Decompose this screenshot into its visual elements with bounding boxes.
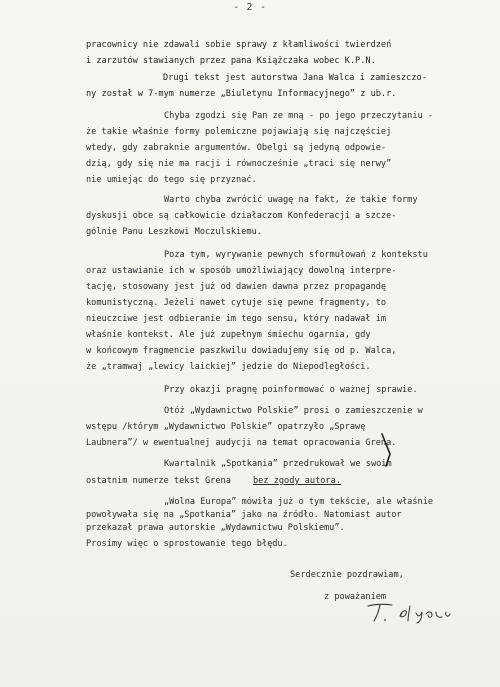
body-line: wstępu /którym „Wydawnictwo Polskie” opatrzyło „Sprawę [86, 422, 366, 432]
body-line: Laubnera”/ w ewentualnej audycji na temat opracowania Grena. [86, 438, 397, 448]
body-line: Otóż „Wydawnictwo Polskie” prosi o zamieszczenie w [164, 406, 423, 416]
body-line: nie umiejąc do tego się przyznać. [86, 175, 257, 185]
handwritten-signature [362, 600, 482, 624]
body-line: komunistyczną. Jeżeli nawet cytuje się pewne fragmenty, to [86, 298, 387, 308]
body-line: gólnie Panu Leszkowi Moczulskiemu. [86, 227, 262, 237]
body-line: wtedy, gdy zabraknie argumentów. Obelgi są jedyną odpowie- [86, 143, 387, 153]
body-line: ostatnim numerze tekst Grena [86, 476, 231, 486]
body-line: że takie właśnie formy polemiczne pojawiają się najczęściej [86, 127, 392, 137]
body-line: Warto chyba zwrócić uwagę na fakt, że takie formy [164, 195, 418, 205]
closing-greeting: Serdecznie pozdrawiam, [290, 570, 404, 580]
body-line: Prosimy więc o sprostowanie tego błędu. [86, 539, 288, 549]
underlined-phrase: bez zgody autora. [253, 476, 341, 486]
body-line: ny został w 7-mym numerze „Biuletynu Informacyjnego” z ub.r. [86, 89, 397, 99]
body-line: Przy okazji pragnę poinformować o ważnej sprawie. [164, 385, 418, 395]
body-line: w końcowym fragmencie paszkwilu dowiadujemy się od p. Walca, [86, 346, 397, 356]
body-line: powoływała się na „Spotkania” jako na źródło. Natomiast autor [86, 510, 402, 520]
body-line: nieuczciwe jest odbieranie im tego sensu, który nadawał im [86, 314, 387, 324]
body-line: pracownicy nie zdawali sobie sprawy z kłamliwości twierdzeń [86, 40, 392, 50]
body-line: przekazał prawa autorskie „Wydawnictwu Polskiemu”. [86, 523, 345, 533]
body-line: Poza tym, wyrywanie pewnych sformułowań z kontekstu [164, 250, 428, 260]
body-line: Chyba zgodzi się Pan ze mną - po jego przeczytaniu - [164, 111, 434, 121]
body-line: właśnie kontekst. Ale już zupełnym śmiechu ogarnia, gdy [86, 330, 371, 340]
body-line: że „tramwaj „lewicy laickiej” jedzie do Niepodległości. [86, 362, 371, 372]
body-line: dzią, gdy się nie ma racji i równocześnie „traci się nerwy” [86, 159, 392, 169]
page-number: - 2 - [233, 2, 267, 13]
body-line: „Wolna Europa” mówiła już o tym tekście, ale właśnie [164, 497, 434, 507]
body-line: Kwartalnik „Spotkania” przedrukował we swoim [164, 459, 392, 469]
body-line: i zarzutów stawianych przez pana Książczaka wobec K.P.N. [86, 56, 376, 66]
body-line: oraz ustawianie ich w sposób umożliwiający dowolną interpre- [86, 266, 397, 276]
body-line: Drugi tekst jest autorstwa Jana Walca i zamieszczo- [163, 73, 427, 83]
body-line: dyskusji obce są całkowicie działaczom Konfederacji a szcze- [86, 211, 397, 221]
body-line: tację, stosowany jest już od dawien dawna przez propagandę [86, 282, 387, 292]
closing-regards: z poważaniem [324, 592, 387, 602]
